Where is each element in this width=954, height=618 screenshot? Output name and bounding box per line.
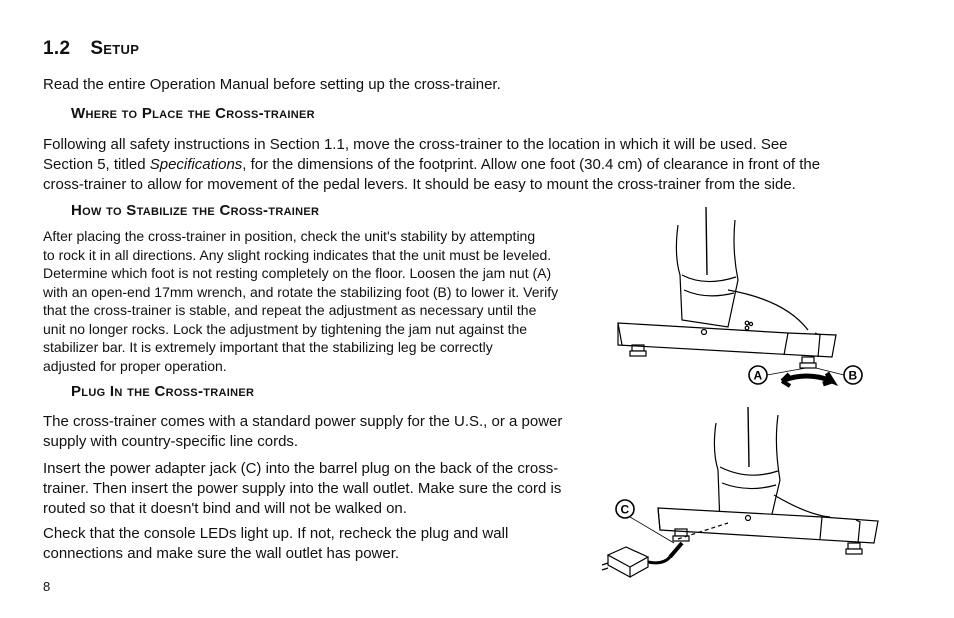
stabilize-line: with an open-end 17mm wrench, and rotate the stabilizing foot (B) to lower it. Verify [43,283,559,300]
plug-paragraph-2 [43,459,561,519]
plug-p1-line: supply with country-specific line cords. [43,433,299,450]
callout-b-label: B [848,368,858,383]
page-number: 8 [43,579,51,594]
stabilize-line: that the cross-trainer is stable, and repeat the adjustment as necessary until the [43,302,537,318]
stabilize-line: unit no longer rocks. Lock the adjustment by tightening the jam nut against the [43,320,528,337]
stabilize-paragraph [43,227,558,375]
where-specifications-italic: Specifications [149,156,243,173]
plug-paragraph-1 [43,412,562,452]
callout-a [749,366,767,384]
stabilize-line: After placing the cross-trainer in position, check the unit's stability by attempting [43,228,536,244]
plug-p2-line: routed so that it doesn't bind and will not be walked on. [43,500,407,517]
section-number: 1.2 [43,38,71,59]
stabilize-line: stabilizer bar. It is extremely important that the stabilizing leg be correctly [43,339,493,355]
section-heading [43,38,139,60]
plug-p3-line: connections and make sure the wall outlet has power. [43,545,400,562]
stabilize-heading: How to Stabilize the Cross-trainer [71,202,320,219]
where-line-2a: Section 5, titled [43,156,150,173]
where-paragraph [43,135,820,195]
plug-paragraph-3 [43,524,508,564]
plug-p1-line: The cross-trainer comes with a standard power supply for the U.S., or a power [43,413,563,430]
where-line-3: cross-trainer to allow for movement of the pedal levers. It should be easy to mount the cross-trainer from the side. [43,176,796,193]
stabilize-line: to rock it in all directions. Any slight rocking indicates that the unit must be leveled. [43,246,552,263]
stabilize-line: adjusted for proper operation. [43,357,227,374]
plug-p2-line: Insert the power adapter jack (C) into the barrel plug on the back of the cross- [43,460,559,477]
callout-a-label: A [753,368,763,383]
plug-heading: Plug In the Cross-trainer [71,383,255,400]
stabilizer-illustration [610,205,870,390]
callout-c [616,500,634,518]
where-line-2 [43,155,820,175]
where-line-2b: , for the dimensions of the footprint. Allow one foot (30.4 cm) of clearance in front of the [242,156,821,173]
plug-p2-line: trainer. Then insert the power supply into the wall outlet. Make sure the cord is [43,480,562,497]
stabilize-line: Determine which foot is not resting completely on the floor. Loosen the jam nut (A) [43,265,552,281]
where-line-1: Following all safety instructions in Section 1.1, move the cross-trainer to the location in which it will be used. See [43,136,788,153]
callout-c-label: C [620,502,630,517]
plug-p3-line: Check that the console LEDs light up. If not, recheck the plug and wall [43,525,509,542]
power-adapter-illustration [598,405,888,580]
section-title: Setup [90,38,140,59]
callout-b [844,366,862,384]
intro-text: Read the entire Operation Manual before setting up the cross-trainer. [43,76,501,93]
where-heading: Where to Place the Cross-trainer [71,105,315,122]
